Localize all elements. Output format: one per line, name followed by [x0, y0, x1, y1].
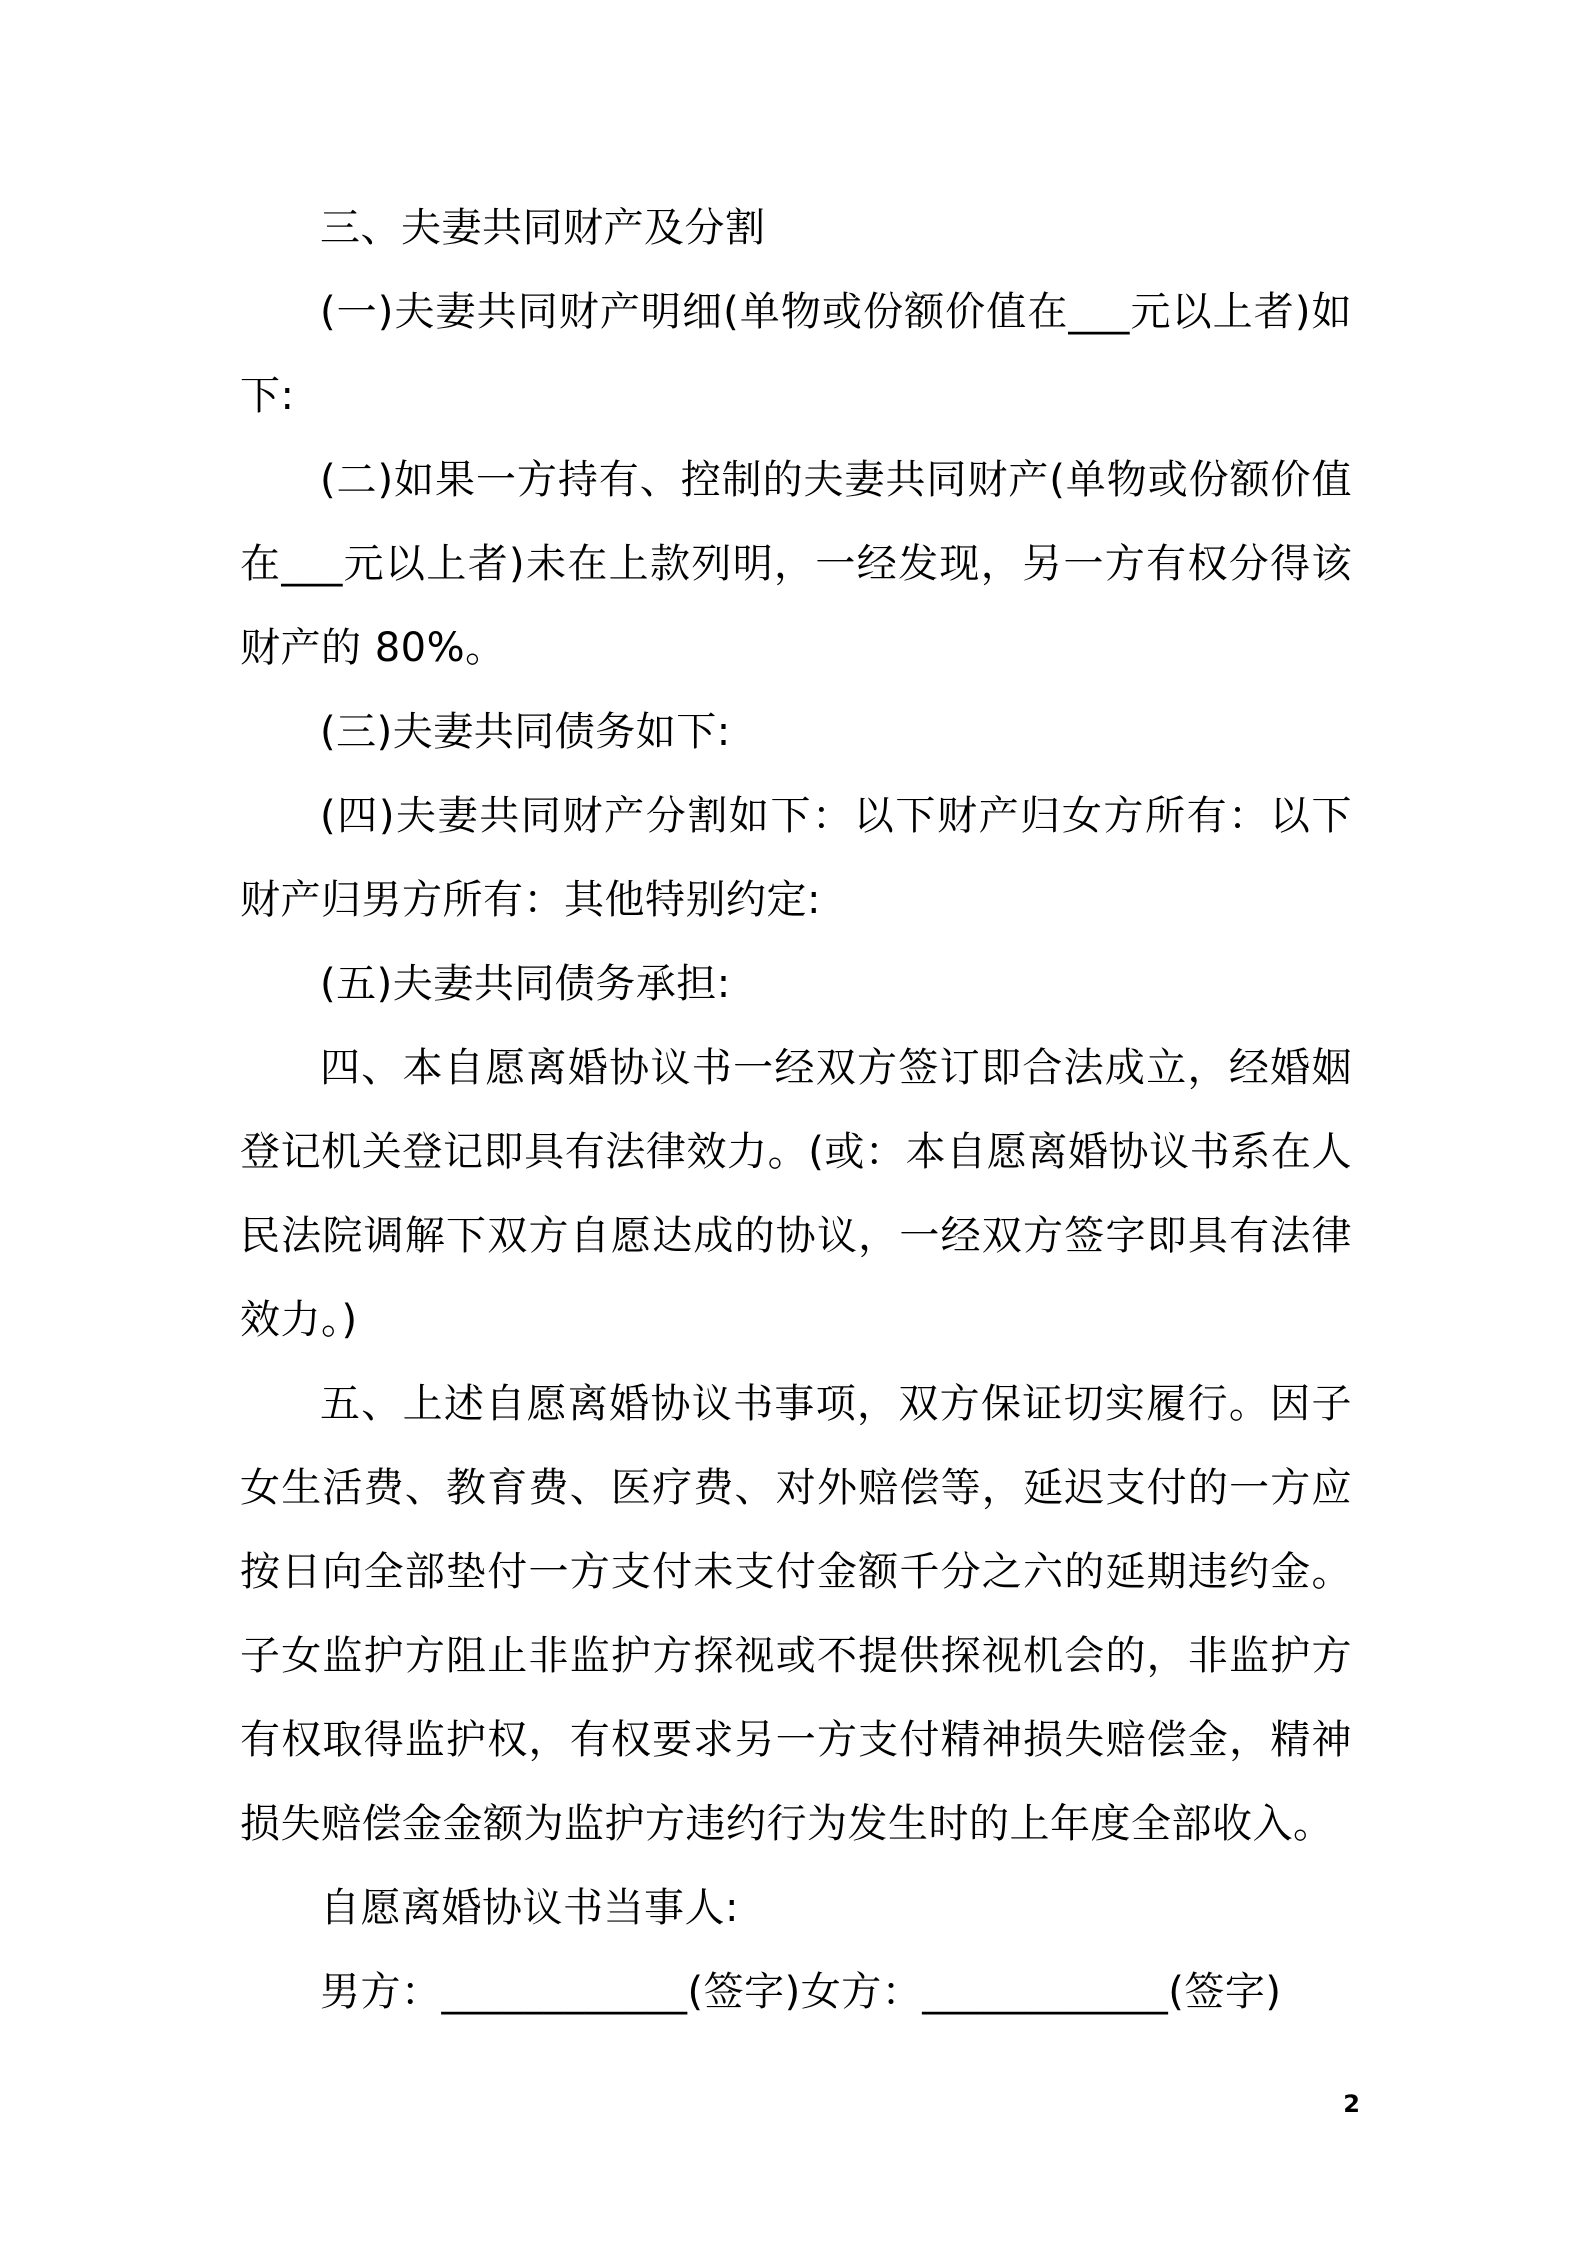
clause-joint-property-list: (一)夫妻共同财产明细(单物或份额价值在___元以上者)如下: — [240, 289, 1352, 419]
clause-debt-bearing: (五)夫妻共同债务承担: — [320, 961, 731, 1007]
document-body — [240, 186, 1352, 2034]
clause-undisclosed-property: (二)如果一方持有、控制的夫妻共同财产(单物或份额价值在___元以上者)未在上款列明，一经发现，另一方有权分得该财产的 80%。 — [240, 457, 1352, 671]
section-three-heading: 三、夫妻共同财产及分割 — [320, 205, 766, 251]
parties-heading: 自愿离婚协议书当事人: — [320, 1885, 739, 1931]
signature-line: 男方：____________(签字)女方：____________(签字) — [320, 1969, 1282, 2015]
clause-joint-debts: (三)夫妻共同债务如下: — [320, 709, 731, 755]
section-four-effectiveness: 四、本自愿离婚协议书一经双方签订即合法成立，经婚姻登记机关登记即具有法律效力。(或：本自愿离婚协议书系在人民法院调解下双方自愿达成的协议，一经双方签字即具有法律效力。) — [240, 1045, 1352, 1343]
page-number: 2 — [1343, 2090, 1360, 2118]
section-five-performance: 五、上述自愿离婚协议书事项，双方保证切实履行。因子女生活费、教育费、医疗费、对外赔偿等，延迟支付的一方应按日向全部垫付一方支付未支付金额千分之六的延期违约金。子女监护方阻止非监护方探视或不提供探视机会的，非监护方有权取得监护权，有权要求另一方支付精神损失赔偿金，精神损失赔偿金金额为监护方违约行为发生时的上年度全部收入。 — [240, 1381, 1352, 1847]
clause-property-division: (四)夫妻共同财产分割如下：以下财产归女方所有：以下财产归男方所有：其他特别约定: — [240, 793, 1352, 923]
